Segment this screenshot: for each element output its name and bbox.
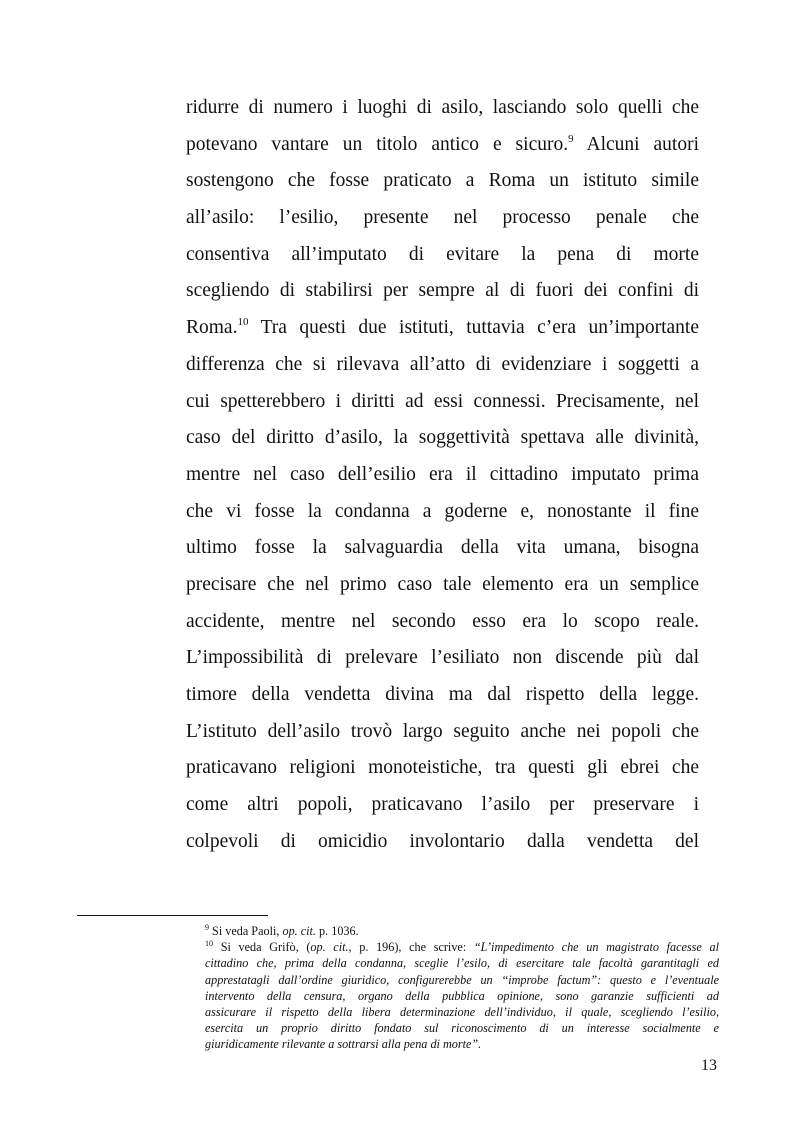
- footnote-line: [205, 955, 719, 971]
- body-line-segment: potevano vantare un titolo antico e sicuro.: [186, 133, 569, 155]
- footnote-line: [205, 988, 719, 1004]
- body-line: ridurre di numero i luoghi di asilo, lasciando solo quelli che: [186, 97, 699, 118]
- footnote-quote: cittadino che, prima della condanna, sceglie l’esilo, di esercitare tale facoltà garantitagli ed: [205, 956, 719, 971]
- footnotes: [205, 923, 719, 1053]
- footnote-text: Si veda Grifò, (: [220, 940, 311, 955]
- footnote-divider: [77, 915, 268, 916]
- body-line-segment: Alcuni autori: [586, 133, 699, 155]
- body-line: scegliendo di stabilirsi per sempre al di fuori dei confini di: [186, 280, 699, 302]
- footnote-10: [205, 939, 719, 955]
- footnote-text: p. 196), che scrive:: [351, 940, 474, 955]
- body-line: [186, 127, 699, 164]
- footnote-text: p. 1036.: [315, 924, 359, 938]
- footnote-line: [205, 972, 719, 988]
- body-line: sostengono che fosse praticato a Roma un istituto simile: [186, 170, 699, 192]
- footnote-line: [205, 1036, 719, 1052]
- body-line: praticavano religioni monoteistiche, tra questi gli ebrei che: [186, 757, 699, 779]
- body-line: come altri popoli, praticavano l’asilo per preservare i: [186, 794, 699, 816]
- body-line: L’impossibilità di prelevare l’esiliato non discende più dal: [186, 647, 699, 669]
- footnote-9: [205, 923, 719, 939]
- body-line: caso del diritto d’asilo, la soggettività spettava alle divinità,: [186, 427, 699, 449]
- body-line: cui spetterebbero i diritti ad essi connessi. Precisamente, nel: [186, 390, 699, 412]
- body-line: che vi fosse la condanna a goderne e, nonostante il fine: [186, 500, 699, 522]
- footnote-line: [205, 1004, 719, 1020]
- body-line: timore della vendetta divina ma dal rispetto della legge.: [186, 684, 699, 705]
- body-line-segment: Roma.: [186, 317, 238, 339]
- body-line: ultimo fosse la salvaguardia della vita umana, bisogna: [186, 537, 699, 559]
- footnote-quote: intervento della censura, organo della pubblica opinione, sono garanzie sufficienti ad: [205, 988, 719, 1003]
- footnote-quote: “L’impedimento che un magistrato facesse al: [473, 940, 719, 955]
- footnote-citation: op. cit.,: [310, 940, 352, 955]
- body-line: consentiva all’imputato di evitare la pena di morte: [186, 243, 699, 265]
- footnote-ref-9[interactable]: 9: [568, 132, 574, 145]
- footnote-quote: esercita un proprio diritto fondato sul riconoscimento di un interesse socialmente e: [205, 1021, 719, 1036]
- body-line: all’asilo: l’esilio, presente nel processo penale che: [186, 207, 699, 229]
- footnote-quote: apprestatagli dall’ordine giuridico, configurerebbe un “improbe factum”: questo e l’eventuale: [205, 972, 719, 987]
- footnote-citation: op. cit.: [282, 924, 316, 938]
- body-line: differenza che si rilevava all’atto di evidenziare i soggetti a: [186, 353, 699, 375]
- body-text: [186, 90, 699, 860]
- footnote-number: 9: [205, 923, 209, 932]
- body-line: colpevoli di omicidio involontario dalla vendetta del: [186, 830, 699, 852]
- footnote-number: 10: [205, 939, 213, 949]
- footnote-quote: assicurare il rispetto della libera determinazione dell’individuo, il quale, scegliendo l’esilio,: [205, 1004, 719, 1019]
- body-line: [186, 310, 699, 347]
- body-line: accidente, mentre nel secondo esso era lo scopo reale.: [186, 610, 699, 632]
- body-line: mentre nel caso dell’esilio era il cittadino imputato prima: [186, 463, 699, 485]
- footnote-line: [205, 1020, 719, 1036]
- footnote-quote: giuridicamente rilevante a sottrarsi alla pena di morte”.: [205, 1037, 482, 1052]
- body-line-segment: Tra questi due istituti, tuttavia c’era un’importante: [260, 317, 700, 339]
- body-line: precisare che nel primo caso tale elemento era un semplice: [186, 573, 699, 595]
- body-line: L’istituto dell’asilo trovò largo seguito anche nei popoli che: [186, 720, 699, 742]
- page-number: 13: [701, 1057, 717, 1074]
- footnote-text: Si veda Paoli,: [212, 924, 283, 938]
- footnote-ref-10[interactable]: 10: [237, 316, 249, 329]
